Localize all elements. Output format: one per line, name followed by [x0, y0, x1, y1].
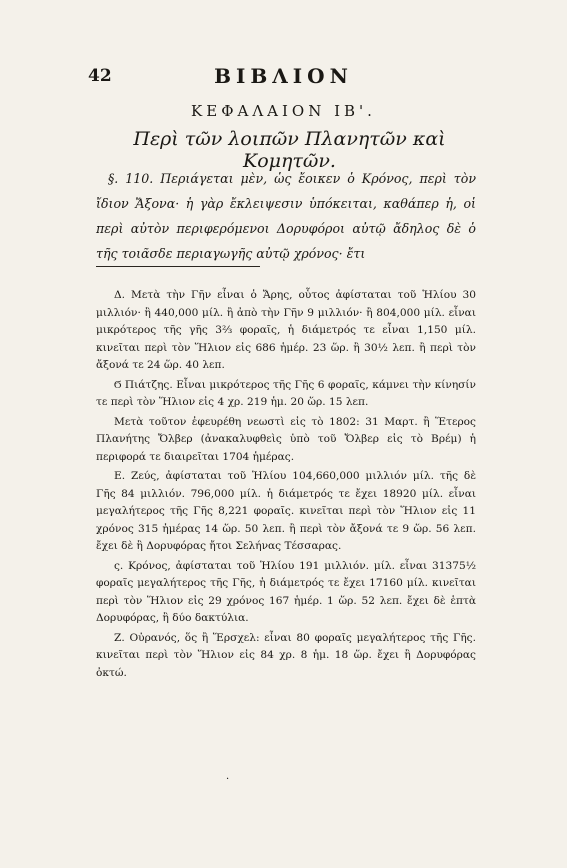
chapter-heading: ΚΕΦΑΛΑΙΟΝ ΙΒ'. — [191, 102, 376, 120]
note-mars: Δ. Μετὰ τὴν Γῆν εἶναι ὁ Ἄρης, οὗτος ἀφίσταται τοῦ Ἡλίου 30 μιλλιόν· ἢ 440,000 μίλ. ἢ ἀπὸ τὴν Γῆν 9 μιλλιόν· ἢ 804,000 μίλ. εἶναι μικρότερος τῆς γῆς 3⅔ φοραῖς, ἡ διάμετρός τε εἶναι 1,150 μίλ. κινεῖται περὶ τὸν Ἥλιον εἰς 686 ἡμέρ. 23 ὥρ. ἢ 30½ λεπ. ἢ περὶ τὸν ἄξονά τε 24 ὥρ. 40 λεπ. — [96, 289, 476, 371]
note-piazzi: Ϭ Πιάτζης. Εἶναι μικρότερος τῆς Γῆς 6 φοραῖς, κάμνει τὴν κίνησίν τε περὶ τὸν Ἥλιον εἰς 4 χρ. 219 ἡμ. 20 ὥρ. 15 λεπ. — [96, 378, 476, 408]
running-head: ΒΙΒΛΙΟΝ — [214, 64, 353, 88]
note-saturn: ς. Κρόνος, ἀφίσταται τοῦ Ἡλίου 191 μιλλιόν. μίλ. εἶναι 31375½ φοραῖς μεγαλήτερος τῆς Γῆς, ἡ διάμετρός τε ἔχει 17160 μίλ. κινεῖται περὶ τὸν Ἥλιον εἰς 29 χρόνος 167 ἡμέρ. 1 ὥρ. 52 λεπ. ἔχει δὲ ἑπτὰ Δορυφόρας, ἢ δύο δακτύλια. — [96, 559, 476, 624]
main-text — [96, 166, 476, 266]
note-uranus: Ζ. Οὐρανός, ὅς ἢ Ἕρσχελ: εἶναι 80 φοραῖς μεγαλήτερος τῆς Γῆς. κινεῖται περὶ τὸν Ἥλιον εἰς 84 χρ. 8 ἡμ. 18 ὥρ. ἔχει ἢ Δορυφόρας ὀκτώ. — [96, 631, 476, 679]
footnote-rule — [96, 266, 260, 267]
footnotes — [96, 287, 476, 684]
note-jupiter: Ε. Ζεύς, ἀφίσταται τοῦ Ἡλίου 104,660,000 μιλλιόν μίλ. τῆς δὲ Γῆς 84 μιλλιόν. 796,000 μίλ. ἡ διάμετρός τε ἔχει 18920 μίλ. εἶναι μεγαλήτερος τῆς Γῆς 8,221 φοραῖς. κινεῖται περὶ τὸν Ἥλιον εἰς 11 χρόνος 315 ἡμέρας 14 ὥρ. 50 λεπ. ἢ περὶ τὸν ἄξονά τε 9 ὥρ. 56 λεπ. ἔχει δὲ ἢ Δορυφόρας ἤτοι Σελήνας Τέσσαρας. — [96, 470, 476, 552]
note-olbers: Μετὰ τοῦτον ἐφευρέθη νεωστὶ εἰς τὸ 1802: 31 Μαρτ. ἢ Ἕτερος Πλανήτης Ὄλβερ (ἀνακαλυφθεὶς ὑπὸ τοῦ Ὄλβερ εἰς τὸ Βρέμ) ἡ περιφορά τε διαιρεῖται 1704 ἡμέρας. — [96, 415, 476, 463]
chapter-title: Περὶ τῶν λοιπῶν Πλανητῶν καὶ Κομητῶν. — [133, 128, 446, 172]
paragraph-110: §. 110. Περιάγεται μὲν, ὡς ἔοικεν ὁ Κρόνος, περὶ τὸν ἴδιον Ἄξονα· ἡ γὰρ ἔκλειψεσιν ὑπόκειται, καθάπερ ἡ, οἱ περὶ αὐτὸν περιφερόμενοι Δορυφόροι αὐτῷ ἄδηλος δὲ ὁ τῆς τοιᾶσδε περιαγωγῆς αὐτῷ χρόνος· ἔτι — [96, 171, 476, 261]
footer-mark: · — [226, 774, 230, 785]
page-number: 42 — [88, 66, 112, 86]
